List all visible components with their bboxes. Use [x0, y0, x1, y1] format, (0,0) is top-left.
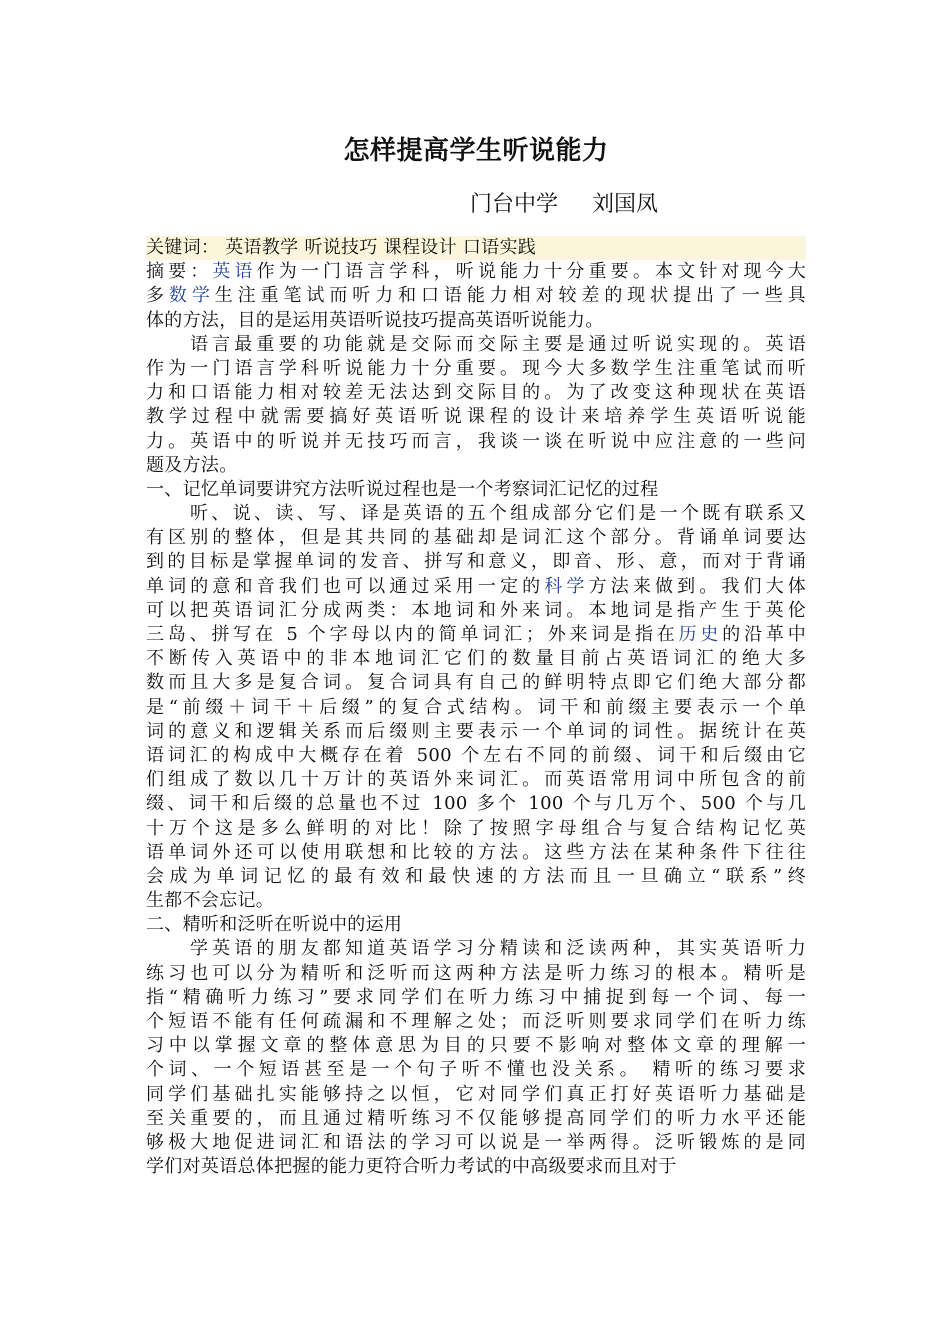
text-run: 多 [146, 285, 169, 307]
text-run: 是“前缀＋词干＋后缀”的复合式结构。词干和前缀主要表示一个单 [146, 696, 806, 718]
text-line [146, 599, 806, 623]
text-run: 指“精确听力练习”要求同学们在听力练习中捕捉到每一个词、每一 [146, 986, 806, 1008]
author-school: 门台中学 [469, 192, 558, 217]
text-run: 会成为单词记忆的最有效和最快速的方法而且一旦确立“联系”终 [146, 865, 806, 887]
text-run: 练习也可以分为精听和泛听而这两种方法是听力练习的根本。精听是 [146, 962, 806, 984]
text-run: 们组成了数以几十万计的英语外来词汇。而英语常用词中所包含的前 [146, 769, 806, 791]
text-line [146, 1010, 806, 1034]
text-run: 题及方法。 [146, 454, 238, 476]
keyword-link[interactable]: 数学 [168, 285, 215, 307]
text-run: 有区别的整体，但是其共同的基础却是词汇这个部分。背诵单词要达 [146, 527, 806, 549]
text-line [146, 720, 806, 744]
text-run: 同学们基础扎实能够持之以恒，它对同学们真正打好英语听力基础是 [146, 1083, 806, 1105]
section2-heading: 二、精听和泛听在听说中的运用 [146, 914, 403, 936]
text-line [146, 1107, 806, 1131]
text-line [146, 1034, 806, 1058]
text-line [146, 744, 806, 768]
text-run: 体的方法，目的是运用英语听说技巧提高英语听说能力。 [146, 309, 604, 331]
text-line [146, 405, 806, 429]
text-run: 个短语不能有任何疏漏和不理解之处；而泛听则要求同学们在听力练 [146, 1011, 806, 1032]
text-run: 学英语的朋友都知道英语学习分精读和泛读两种，其实英语听力 [190, 938, 806, 960]
text-line [146, 647, 806, 671]
text-line [146, 986, 806, 1010]
section2-paragraph [146, 937, 806, 1179]
text-run: 到的目标是掌握单词的发音、拼写和意义，即音、形、意，而对于背诵 [146, 551, 806, 573]
text-line [146, 889, 806, 913]
text-run: 听、说、读、写、译是英语的五个组成部分它们是一个既有联系又 [190, 503, 806, 525]
text-line [146, 671, 806, 695]
keyword-link[interactable]: 历史 [678, 624, 723, 645]
text-run: 作为一门语言学科，听说能力十分重要。本文针对现今大 [256, 261, 807, 283]
text-line [146, 768, 806, 792]
text-run: 十万个这是多么鲜明的对比！除了按照字母组合与复合结构记忆英 [146, 817, 806, 839]
text-line [146, 623, 806, 647]
author-name: 刘国凤 [592, 192, 659, 217]
text-line [146, 962, 806, 986]
text-line [146, 260, 806, 284]
text-line [146, 1155, 806, 1179]
text-line [146, 284, 806, 308]
text-line [146, 1131, 806, 1155]
text-run: 三岛、拼写在 5 个字母以内的简单词汇；外来词是指在 [146, 624, 679, 645]
text-run: 的沿革中 [722, 624, 806, 645]
text-run: 作为一门语言学科听说能力十分重要。现今大多数学生注重笔试而听 [146, 357, 806, 379]
intro-paragraph [146, 333, 806, 478]
text-run: 语单词外还可以使用联想和比较的方法。这些方法在某种条件下往往 [146, 841, 806, 863]
text-run: 生注重笔试而听力和口语能力相对较差的现状提出了一些具 [214, 285, 806, 307]
abstract-paragraph [146, 260, 806, 333]
text-line [146, 696, 806, 720]
text-line [146, 502, 806, 526]
text-run: 生都不会忘记。 [146, 890, 275, 912]
text-run: 缀、词干和后缀的总量也不过 100 多个 100 个与几万个、500 个与几 [146, 793, 806, 815]
document-title: 怎样提高学生听说能力 [343, 136, 609, 166]
text-line [146, 381, 806, 405]
document-body [146, 236, 806, 1179]
text-line [146, 430, 806, 454]
text-line [146, 454, 806, 478]
text-line [146, 937, 806, 961]
text-run: 词的意义和逻辑关系而后缀则主要表示一个单词的词性。据统计在英 [146, 720, 806, 742]
author-line [234, 190, 894, 220]
text-line [146, 333, 806, 357]
text-run: 个词、一个短语甚至是一个句子听不懂也没关系。 精听的练习要求 [146, 1059, 806, 1081]
text-run: 数而且大多是复合词。复合词具有自己的鲜明特点即它们绝大部分都 [146, 672, 806, 694]
text-run: 不断传入英语中的非本地词汇它们的数量目前占英语词汇的绝大多 [146, 648, 806, 670]
text-run: 力和口语能力相对较差无法达到交际目的。为了改变这种现状在英语 [146, 382, 806, 404]
text-run: 教学过程中就需要搞好英语听说课程的设计来培养学生英语听说能 [146, 406, 806, 428]
section1-paragraph [146, 502, 806, 913]
text-run: 至关重要的，而且通过精听练习不仅能够提高同学们的听力水平还能 [146, 1107, 806, 1129]
text-run: 习中以掌握文章的整体意思为目的只要不影响对整体文章的理解一 [146, 1035, 806, 1057]
text-run: 方法来做到。我们大体 [588, 575, 807, 597]
text-run: 学们对英语总体把握的能力更符合听力考试的中高级要求而且对于 [146, 1156, 677, 1178]
keywords-line: 关键词： 英语教学 听说技巧 课程设计 口语实践 [146, 236, 806, 260]
text-line [146, 1058, 806, 1082]
text-run: 语词汇的构成中大概存在着 500 个左右不同的前缀、词干和后缀由它 [146, 744, 806, 766]
keyword-link[interactable]: 英语 [212, 261, 257, 283]
text-run: 摘要： [146, 261, 213, 283]
text-line [146, 1083, 806, 1107]
text-run: 单词的意和音我们也可以通过采用一定的 [146, 575, 545, 597]
keyword-link[interactable]: 科学 [544, 575, 589, 597]
text-line [146, 357, 806, 381]
text-line [146, 309, 806, 333]
text-line [146, 575, 806, 599]
text-run: 语言最重要的功能就是交际而交际主要是通过听说实现的。英语 [190, 333, 806, 355]
text-line [146, 792, 806, 816]
text-run: 力。英语中的听说并无技巧而言，我谈一谈在听说中应注意的一些问 [146, 430, 806, 452]
text-line [146, 817, 806, 841]
text-line [146, 865, 806, 889]
section1-heading: 一、记忆单词要讲究方法听说过程也是一个考察词汇记忆的过程 [146, 478, 659, 500]
text-line [146, 526, 806, 550]
text-line [146, 841, 806, 865]
text-run: 可以把英语词汇分成两类：本地词和外来词。本地词是指产生于英伦 [146, 599, 806, 621]
text-run: 够极大地促进词汇和语法的学习可以说是一举两得。泛听锻炼的是同 [146, 1131, 806, 1153]
text-line [146, 550, 806, 574]
